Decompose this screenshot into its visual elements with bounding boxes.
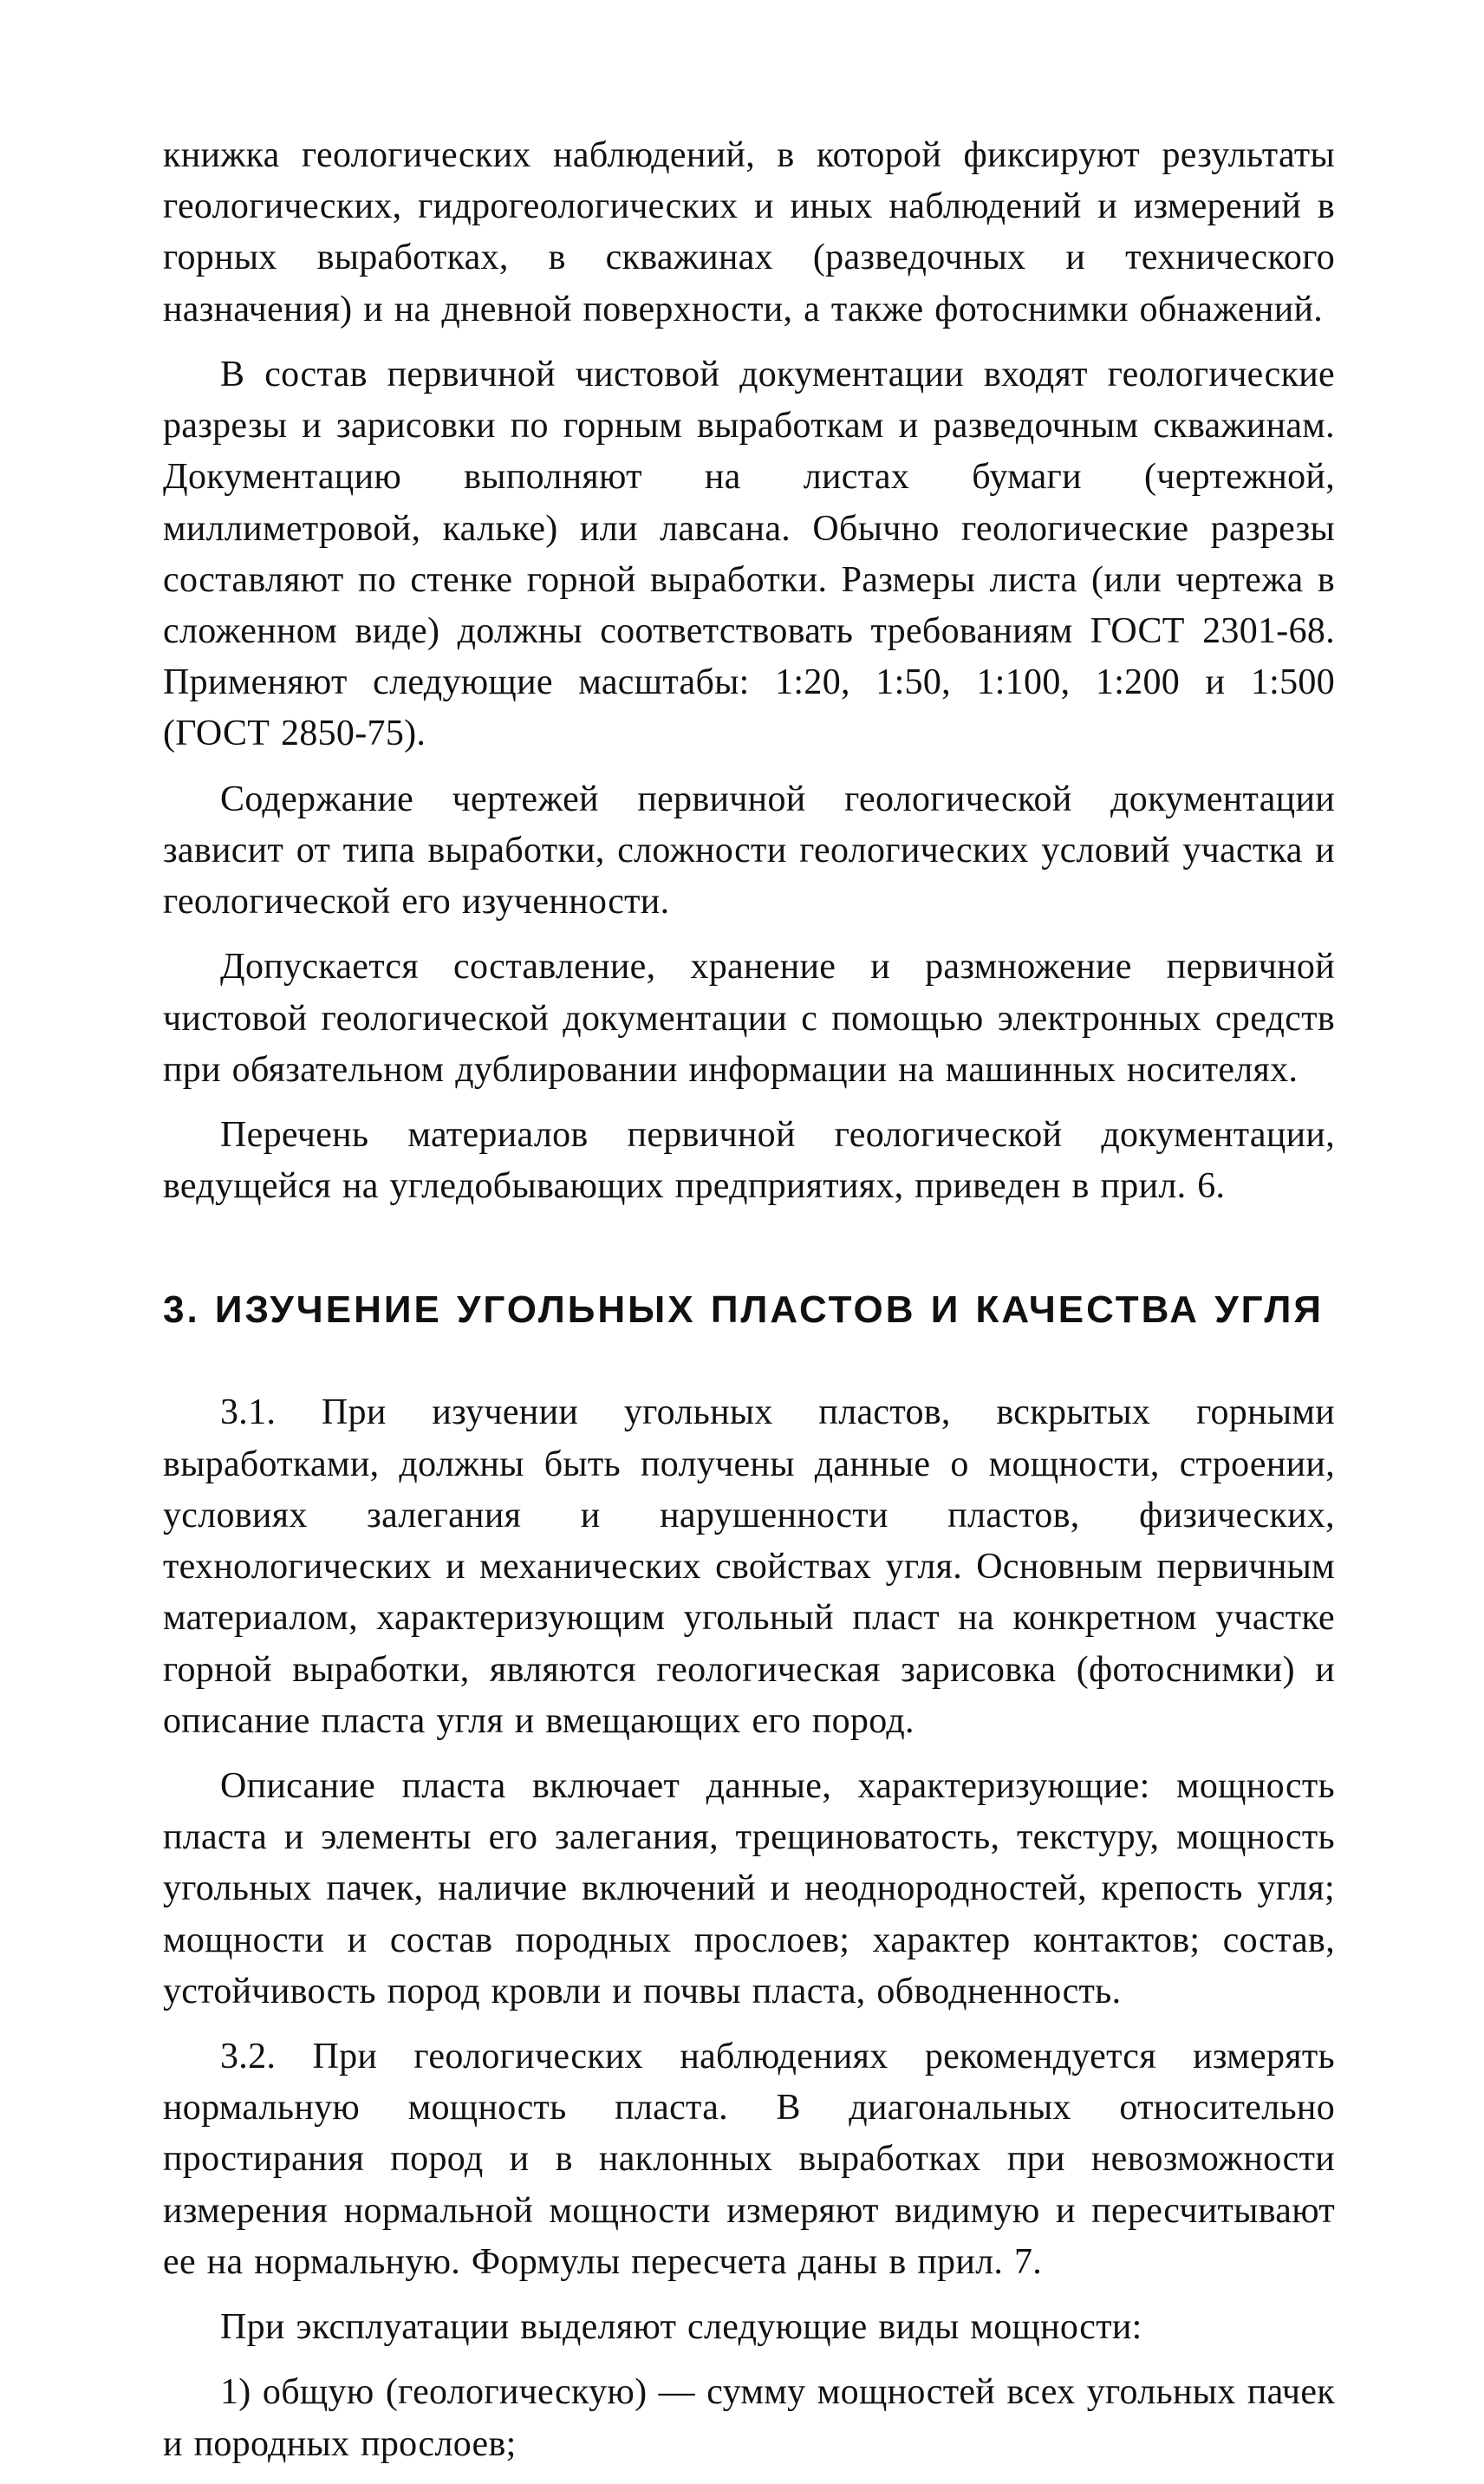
document-page [163,130,1335,2484]
paragraph-electronic-storage: Допускается составление, хранение и размножение первичной чистовой геологической документации с помощью электронных средств при обязательном дублировании информации на машинных носителях. [163,947,1335,1090]
paragraph-field-book: книжка геологических наблюдений, в которой фиксируют результаты геологических, гидрогеологических и иных наблюдений и измерений в горных выработках, в скважинах (разведочных и технического назначения) и на дневной поверхности, а также фотоснимки обнажений. [163,135,1335,329]
paragraph-thickness-types: При эксплуатации выделяют следующие виды мощности: [220,2307,1142,2348]
paragraph-3-2: 3.2. При геологических наблюдениях рекомендуется измерять нормальную мощность пласта. В диагональных относительно простирания пород и в наклонных выработках при невозможности измерения нормальной мощности измеряют видимую и пересчитывают ее на нормальную. Формулы пересчета даны в прил. 7. [163,2037,1335,2282]
paragraph-clean-documentation: В состав первичной чистовой документации входят геологические разрезы и зарисовки по горным выработкам и разведочным скважинам. Документацию выполняют на листах бумаги (чертежной, миллиметровой, кальке) или лавсана. Обычно геологические разрезы составляют по стенке горной выработки. Размеры листа (или чертежа в сложенном виде) должны соответствовать требованиям ГОСТ 2301-68. Применяют следующие масштабы: 1:20, 1:50, 1:100, 1:200 и 1:500 (ГОСТ 2850-75). [163,354,1335,754]
paragraph-3-1: 3.1. При изучении угольных пластов, вскрытых горными выработками, должны быть получены данные о мощности, строении, условиях залегания и нарушенности пластов, физических, технологических и механических свойствах угля. Основным первичным материалом, характеризующим угольный пласт на конкретном участке горной выработки, являются геологическая зарисовка (фотоснимки) и описание пласта угля и вмещающих его пород. [163,1392,1335,1741]
paragraph-seam-description: Описание пласта включает данные, характеризующие: мощность пласта и элементы его залегания, трещиноватость, текстуру, мощность угольных пачек, наличие включений и неоднородностей, крепость угля; мощности и состав породных прослоев; характер контактов; состав, устойчивость пород кровли и почвы пласта, обводненность. [163,1765,1335,2011]
paragraph-materials-list: Перечень материалов первичной геологической документации, ведущейся на угледобывающих предприятиях, приведен в прил. 6. [163,1114,1335,1207]
list-item-total-thickness: 1) общую (геологическую) — сумму мощностей всех угольных пачек и породных прослоев; [163,2372,1335,2464]
section-heading: 3. ИЗУЧЕНИЕ УГОЛЬНЫХ ПЛАСТОВ И КАЧЕСТВА УГЛЯ [163,1288,1324,1332]
paragraph-drawing-content: Содержание чертежей первичной геологической документации зависит от типа выработки, сложности геологических условий участка и геологической его изученности. [163,779,1335,923]
